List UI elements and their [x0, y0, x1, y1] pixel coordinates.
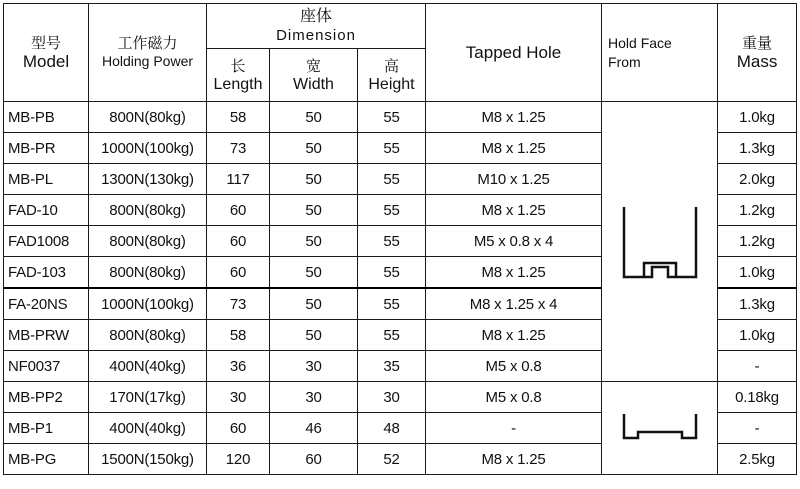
width-cell: 50: [270, 133, 358, 164]
width-cell: 50: [270, 257, 358, 289]
width-cell: 30: [270, 351, 358, 382]
hold-face-cell-lower: [602, 382, 718, 475]
mass-cell: 1.3kg: [718, 288, 797, 320]
length-cell: 120: [207, 444, 270, 475]
height-header-en: Height: [368, 75, 415, 93]
dimension-header-en: Dimension: [276, 26, 356, 44]
length-cell: 36: [207, 351, 270, 382]
model-header-cn: 型号: [30, 34, 61, 52]
power-header-cn: 工作磁力: [117, 34, 178, 52]
height-cell: 55: [358, 164, 426, 195]
length-cell: 73: [207, 133, 270, 164]
power-cell: 800N(80kg): [89, 257, 207, 289]
height-cell: 55: [358, 257, 426, 289]
width-header-en: Width: [293, 75, 334, 93]
length-cell: 73: [207, 288, 270, 320]
mass-cell: -: [718, 351, 797, 382]
width-header-cn: 宽: [305, 56, 321, 75]
power-header: [89, 4, 207, 102]
width-cell: 50: [270, 288, 358, 320]
height-cell: 48: [358, 413, 426, 444]
hold-face-header-line1: Hold Face: [608, 34, 672, 51]
mass-cell: 1.0kg: [718, 320, 797, 351]
height-cell: 55: [358, 320, 426, 351]
mass-cell: -: [718, 413, 797, 444]
tapped-hole-cell: M8 x 1.25 x 4: [426, 288, 602, 320]
model-cell: MB-P1: [4, 413, 89, 444]
power-cell: 800N(80kg): [89, 102, 207, 133]
header-row-top: [4, 4, 797, 49]
length-cell: 60: [207, 195, 270, 226]
power-header-en: Holding Power: [101, 53, 194, 69]
magnet-spec-table: [3, 3, 797, 475]
model-cell: MB-PB: [4, 102, 89, 133]
width-header: [270, 49, 358, 102]
mass-cell: 1.0kg: [718, 102, 797, 133]
mass-cell: 1.2kg: [718, 226, 797, 257]
model-cell: FAD-10: [4, 195, 89, 226]
tapped-hole-cell: M5 x 0.8 x 4: [426, 226, 602, 257]
length-cell: 117: [207, 164, 270, 195]
mass-cell: 2.0kg: [718, 164, 797, 195]
model-cell: FAD1008: [4, 226, 89, 257]
height-header: [358, 49, 426, 102]
tapped-hole-cell: -: [426, 413, 602, 444]
length-header: [207, 49, 270, 102]
model-header: [4, 4, 89, 102]
model-cell: FA-20NS: [4, 288, 89, 320]
hold-face-cell-upper: [602, 102, 718, 382]
length-cell: 60: [207, 257, 270, 289]
u-channel-notched-face-icon: [618, 203, 702, 281]
model-cell: NF0037: [4, 351, 89, 382]
height-cell: 55: [358, 195, 426, 226]
table-row: [4, 382, 797, 413]
width-cell: 50: [270, 102, 358, 133]
height-cell: 55: [358, 288, 426, 320]
tapped-hole-cell: M8 x 1.25: [426, 133, 602, 164]
width-cell: 60: [270, 444, 358, 475]
tapped-hole-cell: M8 x 1.25: [426, 320, 602, 351]
height-cell: 30: [358, 382, 426, 413]
width-cell: 50: [270, 320, 358, 351]
length-cell: 60: [207, 226, 270, 257]
tapped-hole-cell: M8 x 1.25: [426, 195, 602, 226]
length-header-en: Length: [213, 75, 263, 93]
mass-cell: 1.2kg: [718, 195, 797, 226]
power-cell: 1000N(100kg): [89, 288, 207, 320]
tapped-hole-cell: M5 x 0.8: [426, 351, 602, 382]
model-cell: MB-PG: [4, 444, 89, 475]
width-cell: 50: [270, 195, 358, 226]
length-cell: 58: [207, 320, 270, 351]
tapped-hole-cell: M10 x 1.25: [426, 164, 602, 195]
tapped-hole-cell: M5 x 0.8: [426, 382, 602, 413]
length-cell: 30: [207, 382, 270, 413]
dimension-header: [207, 4, 426, 49]
table-row: [4, 102, 797, 133]
length-cell: 58: [207, 102, 270, 133]
hold-face-header-line2: From: [608, 53, 641, 70]
model-cell: FAD-103: [4, 257, 89, 289]
width-cell: 46: [270, 413, 358, 444]
flat-channel-face-icon: [618, 408, 702, 448]
tapped-hole-cell: M8 x 1.25: [426, 444, 602, 475]
height-cell: 35: [358, 351, 426, 382]
length-header-cn: 长: [230, 56, 246, 75]
tapped-hole-header: [426, 4, 602, 102]
width-cell: 50: [270, 164, 358, 195]
power-cell: 400N(40kg): [89, 413, 207, 444]
length-cell: 60: [207, 413, 270, 444]
mass-cell: 1.0kg: [718, 257, 797, 289]
tapped-hole-header-text: Tapped Hole: [465, 43, 562, 62]
power-cell: 800N(80kg): [89, 320, 207, 351]
mass-header-en: Mass: [736, 52, 778, 71]
width-cell: 30: [270, 382, 358, 413]
hold-face-header: [602, 4, 718, 102]
tapped-hole-cell: M8 x 1.25: [426, 257, 602, 289]
height-cell: 52: [358, 444, 426, 475]
mass-cell: 0.18kg: [718, 382, 797, 413]
mass-header: [718, 4, 797, 102]
model-header-en: Model: [22, 52, 70, 71]
height-header-cn: 高: [384, 56, 400, 75]
dimension-header-cn: 座体: [300, 7, 333, 25]
power-cell: 400N(40kg): [89, 351, 207, 382]
model-cell: MB-PP2: [4, 382, 89, 413]
power-cell: 1000N(100kg): [89, 133, 207, 164]
mass-cell: 1.3kg: [718, 133, 797, 164]
model-cell: MB-PR: [4, 133, 89, 164]
model-cell: MB-PRW: [4, 320, 89, 351]
height-cell: 55: [358, 133, 426, 164]
power-cell: 800N(80kg): [89, 195, 207, 226]
height-cell: 55: [358, 102, 426, 133]
tapped-hole-cell: M8 x 1.25: [426, 102, 602, 133]
width-cell: 50: [270, 226, 358, 257]
power-cell: 1300N(130kg): [89, 164, 207, 195]
model-cell: MB-PL: [4, 164, 89, 195]
height-cell: 55: [358, 226, 426, 257]
mass-header-cn: 重量: [742, 34, 773, 52]
power-cell: 1500N(150kg): [89, 444, 207, 475]
mass-cell: 2.5kg: [718, 444, 797, 475]
power-cell: 170N(17kg): [89, 382, 207, 413]
power-cell: 800N(80kg): [89, 226, 207, 257]
